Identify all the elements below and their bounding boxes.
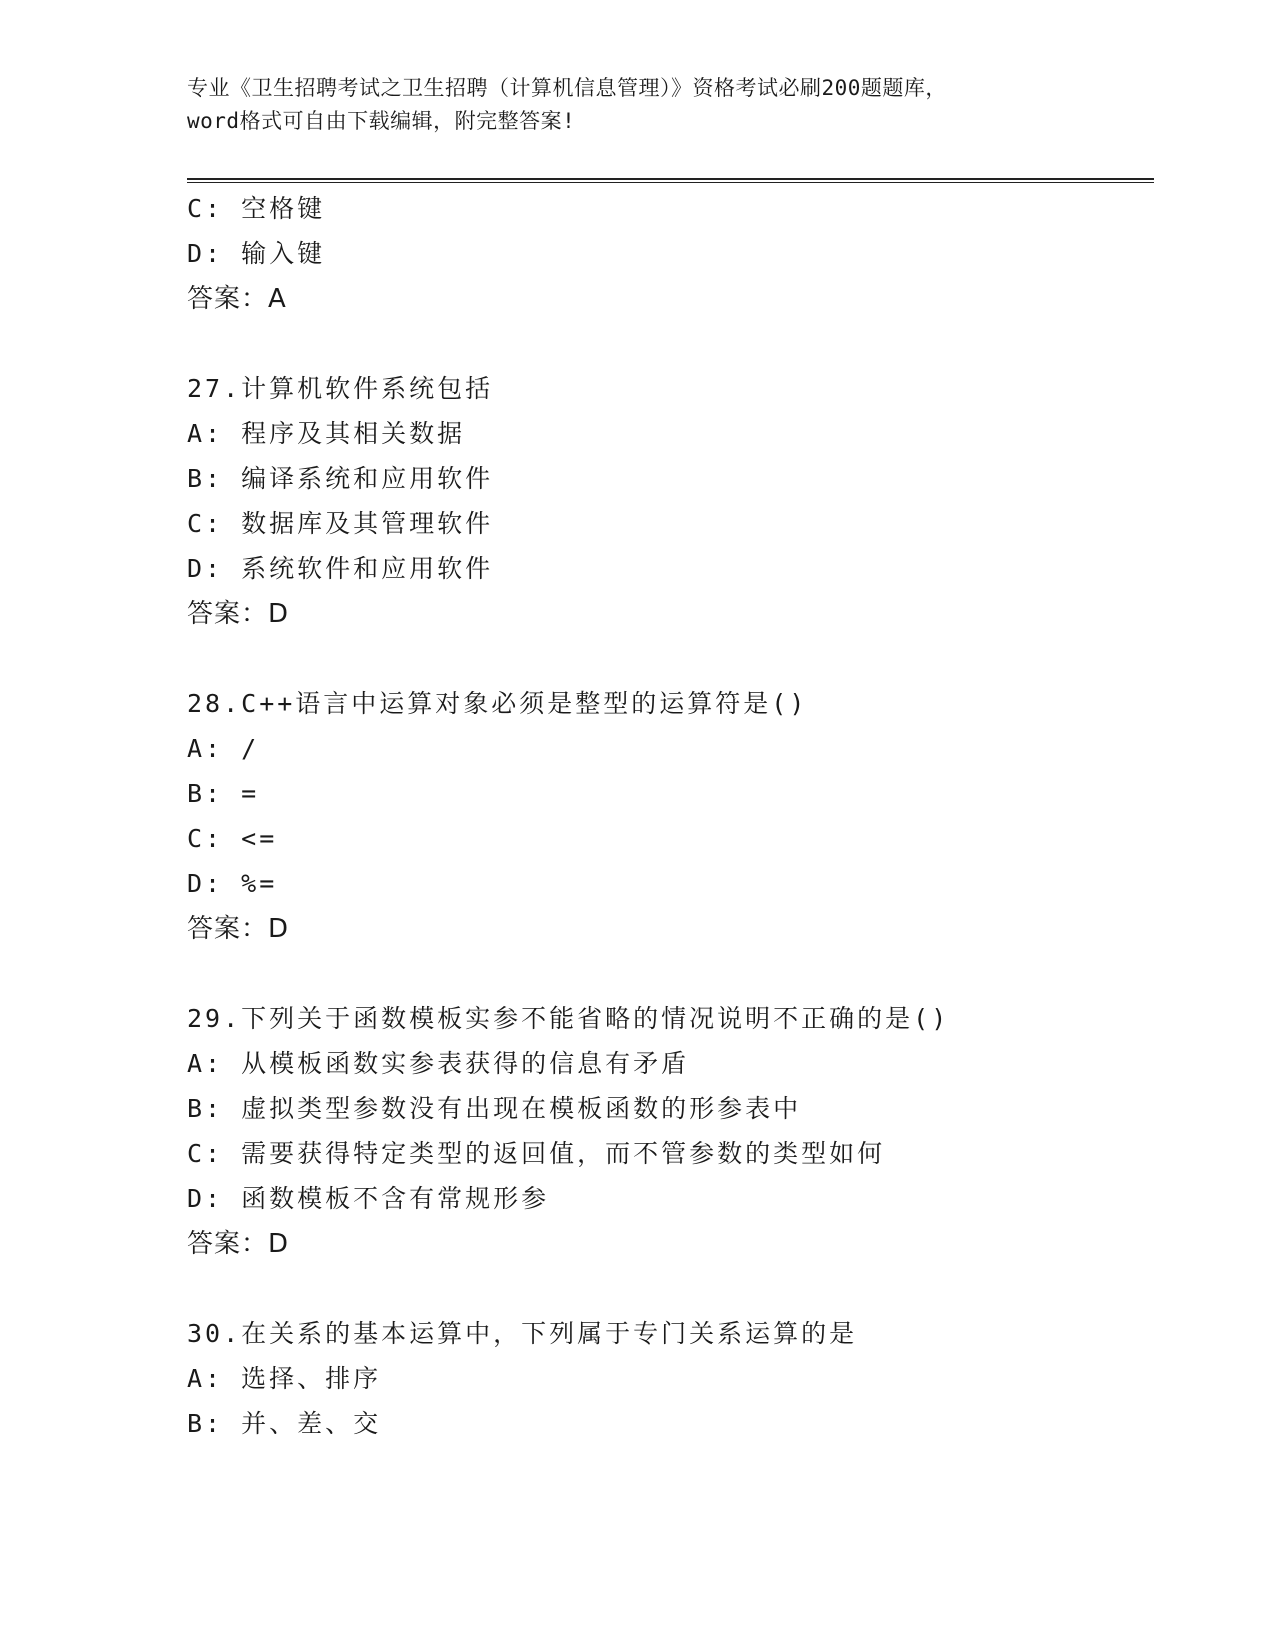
q29-option-c: C: 需要获得特定类型的返回值，而不管参数的类型如何 — [187, 1139, 886, 1168]
q28-option-d: D: %= — [187, 869, 278, 898]
q26-option-d: D: 输入键 — [187, 239, 326, 268]
header-line-1: 专业《卫生招聘考试之卫生招聘（计算机信息管理）》资格考试必刷200题题库， — [187, 76, 947, 100]
q27-question: 27.计算机软件系统包括 — [187, 374, 494, 403]
q30-question: 30.在关系的基本运算中，下列属于专门关系运算的是 — [187, 1319, 858, 1348]
q27-option-a: A: 程序及其相关数据 — [187, 419, 466, 448]
q27-answer: 答案：D — [187, 599, 290, 629]
q28-option-a: A: / — [187, 734, 260, 763]
q28-option-b: B: = — [187, 779, 260, 808]
q28-option-c: C: <= — [187, 824, 278, 853]
q27-option-d: D: 系统软件和应用软件 — [187, 554, 494, 583]
q29-answer: 答案：D — [187, 1229, 290, 1259]
q28-question: 28.C++语言中运算对象必须是整型的运算符是() — [187, 689, 808, 718]
q26-option-c: C: 空格键 — [187, 194, 326, 223]
header-line-2: word格式可自由下载编辑，附完整答案! — [187, 109, 576, 133]
q30-option-a: A: 选择、排序 — [187, 1364, 382, 1393]
q29-question: 29.下列关于函数模板实参不能省略的情况说明不正确的是() — [187, 1004, 950, 1033]
q28-answer: 答案：D — [187, 914, 290, 944]
q26-answer: 答案：A — [187, 284, 287, 314]
q27-option-c: C: 数据库及其管理软件 — [187, 509, 494, 538]
q30-option-b: B: 并、差、交 — [187, 1409, 382, 1438]
q29-option-a: A: 从模板函数实参表获得的信息有矛盾 — [187, 1049, 690, 1078]
document-header — [187, 72, 1087, 138]
q29-option-b: B: 虚拟类型参数没有出现在模板函数的形参表中 — [187, 1094, 802, 1123]
q29-option-d: D: 函数模板不含有常规形参 — [187, 1184, 550, 1213]
header-divider — [187, 178, 1154, 183]
q27-option-b: B: 编译系统和应用软件 — [187, 464, 494, 493]
